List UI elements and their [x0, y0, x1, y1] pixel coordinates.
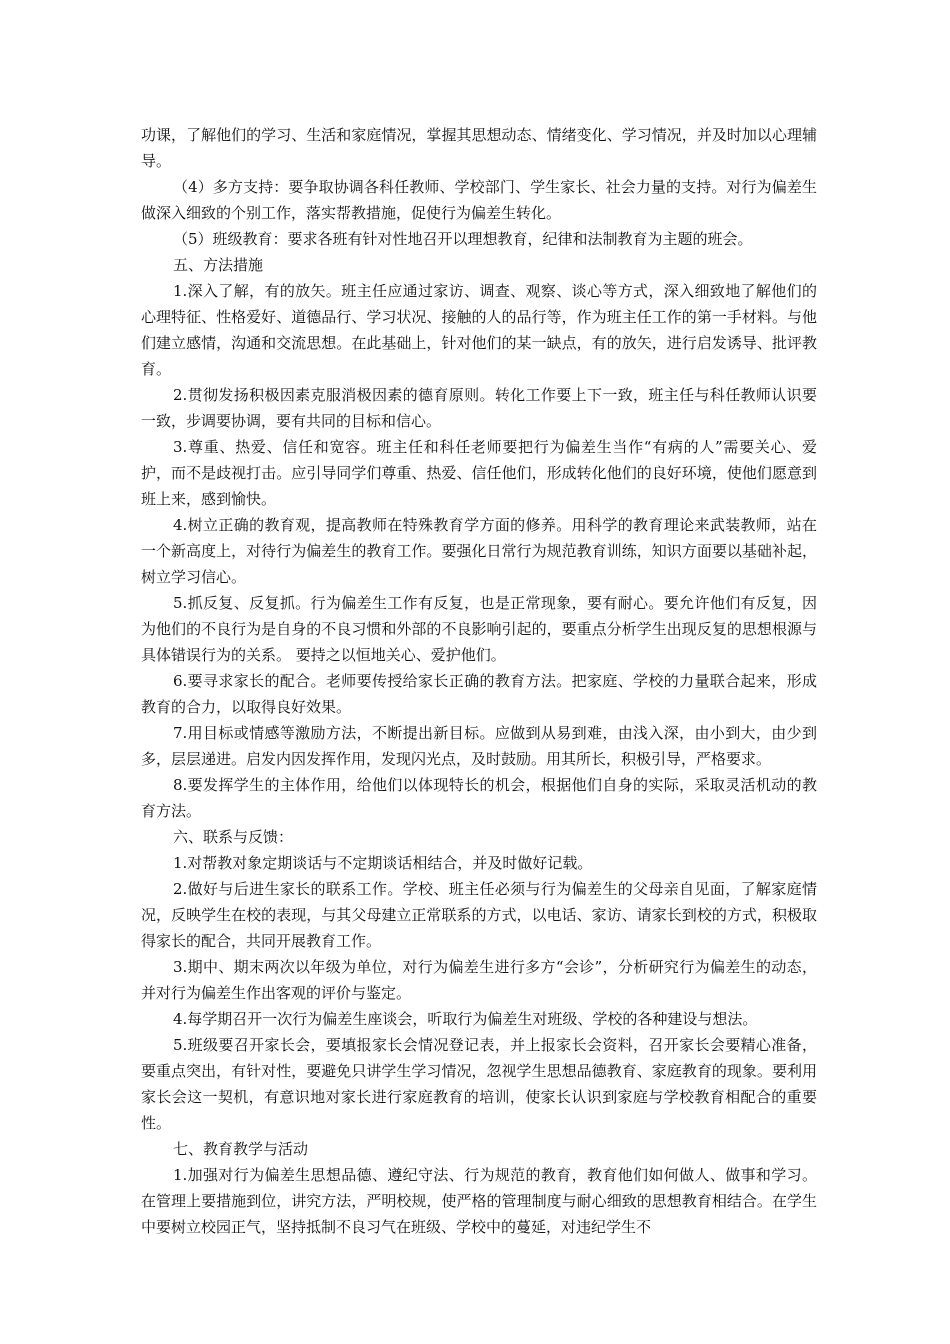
paragraph-method-4: 4.树立正确的教育观，提高教师在特殊教育学方面的修养。用科学的教育理论来武装教师，站在一个新高度上，对待行为偏差生的教育工作。要强化日常行为规范教育训练，知识方面要以基础补起，树立学习信心。: [141, 516, 817, 586]
paragraph-teaching-1: 1.加强对行为偏差生思想品德、遵纪守法、行为规范的教育，教育他们如何做人、做事和学习。在管理上要措施到位，讲究方法，严明校规，使严格的管理制度与耐心细致的思想教育相结合。在学生中要树立校园正气，坚持抵制不良习气在班级、学校中的蔓延，对违纪学生不: [141, 1166, 817, 1236]
paragraph-method-1: 1.深入了解，有的放矢。班主任应通过家访、调查、观察、谈心等方式，深入细致地了解他们的心理特征、性格爱好、道德品行、学习状况、接触的人的品行等，作为班主任工作的第一手材料。与他们建立感情，沟通和交流思想。在此基础上，针对他们的某一缺点，有的放矢，进行启发诱导、批评教育。: [141, 282, 817, 378]
document-body: [141, 122, 817, 1240]
paragraph-method-5: 5.抓反复、反复抓。行为偏差生工作有反复，也是正常现象，要有耐心。要允许他们有反复，因为他们的不良行为是自身的不良习惯和外部的不良影响引起的，要重点分析学生出现反复的思想根源与具体错误行为的关系。 要持之以恒地关心、爱护他们。: [141, 594, 817, 664]
paragraph-feedback-3: 3.期中、期末两次以年级为单位，对行为偏差生进行多方“会诊”，分析研究行为偏差生的动态，并对行为偏差生作出客观的评价与鉴定。: [141, 958, 817, 1002]
paragraph-feedback-4: 4.每学期召开一次行为偏差生座谈会，听取行为偏差生对班级、学校的各种建设与想法。: [173, 1010, 758, 1028]
paragraph-continuation: 功课，了解他们的学习、生活和家庭情况，掌握其思想动态、情绪变化、学习情况，并及时加以心理辅导。: [141, 126, 817, 170]
paragraph-method-8: 8.要发挥学生的主体作用，给他们以体现特长的机会，根据他们自身的实际，采取灵活机动的教育方法。: [141, 776, 817, 820]
paragraph-feedback-1: 1.对帮教对象定期谈话与不定期谈话相结合，并及时做好记载。: [173, 854, 593, 872]
paragraph-method-7: 7.用目标或情感等激励方法，不断提出新目标。应做到从易到难，由浅入深，由小到大，由少到多，层层递进。启发内因发挥作用，发现闪光点，及时鼓励。用其所长，积极引导，严格要求。: [141, 724, 817, 768]
section-heading-teaching: 七、教育教学与活动: [173, 1140, 309, 1158]
paragraph-method-2: 2.贯彻发扬积极因素克服消极因素的德育原则。转化工作要上下一致，班主任与科任教师认识要一致，步调要协调，要有共同的目标和信心。: [141, 386, 817, 430]
paragraph-method-3: 3.尊重、热爱、信任和宽容。班主任和科任老师要把行为偏差生当作“有病的人”需要关心、爱护，而不是歧视打击。应引导同学们尊重、热爱、信任他们，形成转化他们的良好环境，使他们愿意到班上来，感到愉快。: [141, 438, 817, 508]
paragraph-feedback-5: 5.班级要召开家长会，要填报家长会情况登记表，并上报家长会资料，召开家长会要精心准备，要重点突出，有针对性，要避免只讲学生学习情况，忽视学生思想品德教育、家庭教育的现象。要利用家长会这一契机，有意识地对家长进行家庭教育的培训，使家长认识到家庭与学校教育相配合的重要性。: [141, 1036, 817, 1132]
paragraph-feedback-2: 2.做好与后进生家长的联系工作。学校、班主任必须与行为偏差生的父母亲自见面，了解家庭情况，反映学生在校的表现，与其父母建立正常联系的方式，以电话、家访、请家长到校的方式，积极取得家长的配合，共同开展教育工作。: [141, 880, 817, 950]
section-heading-methods: 五、方法措施: [173, 256, 264, 274]
section-heading-feedback: 六、联系与反馈：: [173, 828, 294, 846]
paragraph-method-6: 6.要寻求家长的配合。老师要传授给家长正确的教育方法。把家庭、学校的力量联合起来，形成教育的合力，以取得良好效果。: [141, 672, 817, 716]
paragraph-multi-support: （4）多方支持：要争取协调各科任教师、学校部门、学生家长、社会力量的支持。对行为偏差生做深入细致的个别工作，落实帮教措施，促使行为偏差生转化。: [141, 178, 817, 222]
paragraph-class-education: （5）班级教育：要求各班有针对性地召开以理想教育，纪律和法制教育为主题的班会。: [173, 230, 753, 248]
